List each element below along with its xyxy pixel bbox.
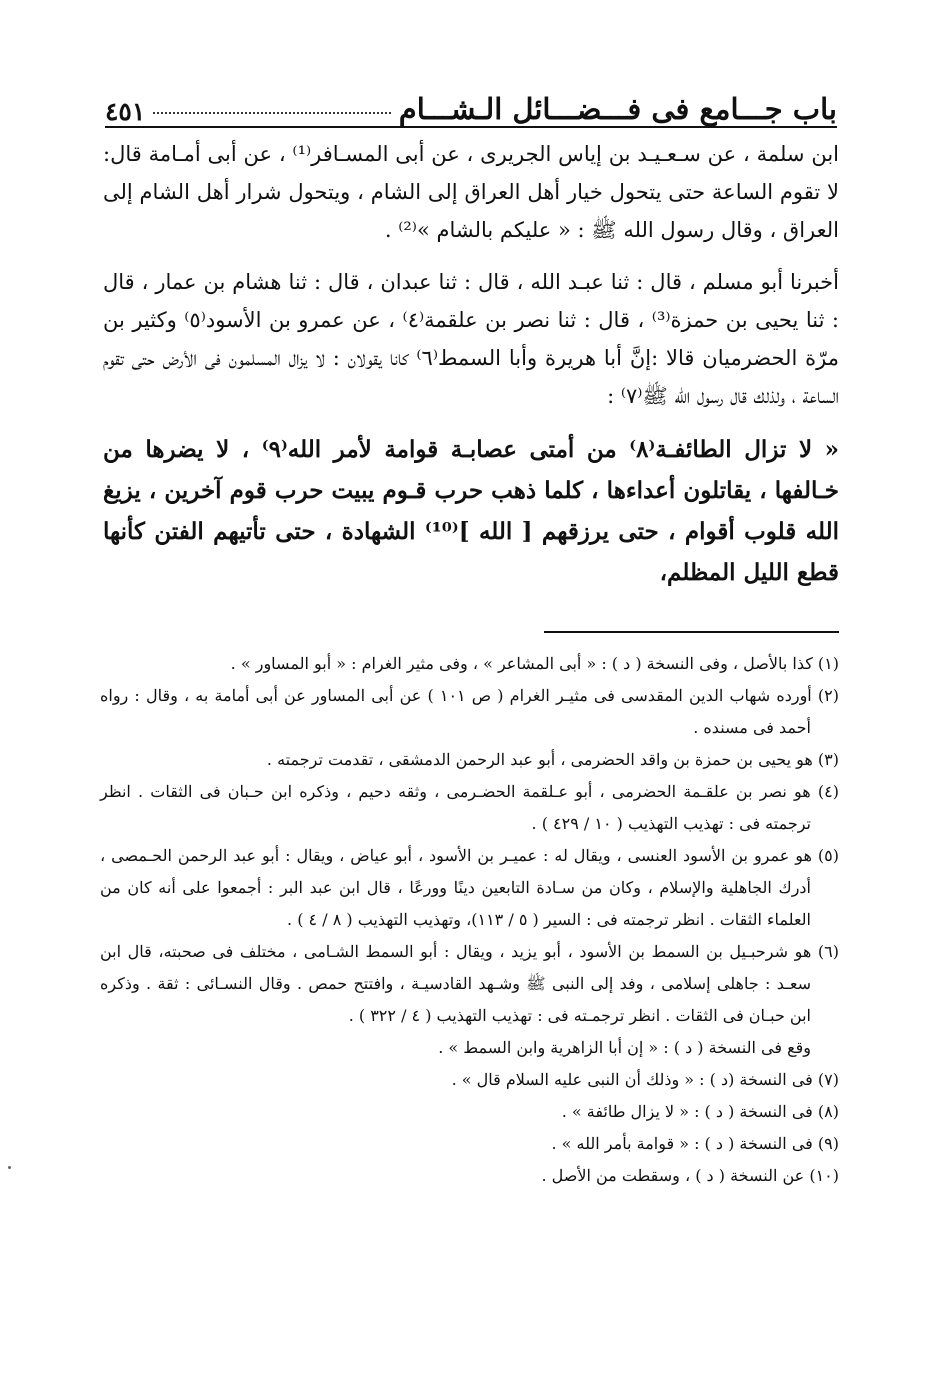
chapter-title: باب جـــامع فى فـــضـــائل الـشـــام	[398, 92, 837, 126]
footnote-8: (٨) فى النسخة ( د ) : « لا يزال طائفة » .	[561, 1102, 839, 1121]
footnote-4: (٤) هو نصر بن علقـمة الحضرمى ، أبو عـلقمة الحضـرمى ، وثقه دحيم ، وذكره ابن حـبان فى الثقات . انظر ترجمته فى : تهذيب التهذيب ( ١٠ / ٤٢٩ ) .	[100, 782, 839, 833]
footnotes	[100, 648, 839, 1192]
page-number: ٤٥١	[105, 97, 146, 126]
footnote-separator	[544, 631, 839, 633]
footnote-5: (٥) هو عمرو بن الأسود العنسى ، ويقال له : عميـر بن الأسود ، أبو عياض ، ويقال : أبو عبد الرحمن الحـمصى ، أدرك الجاهلية والإسلام ، وكان من سـادة التابعين دينًا وورعًا ، قال ابن عبد البر : أجمعوا على أنه كان من العلماء الثقات . انظر ترجمته فى : السير ( ٥ / ١١٣)، وتهذيب التهذيب ( ٨ / ٤ ) .	[100, 846, 839, 929]
footnote-7: (٧) فى النسخة (د ) : « وذلك أن النبى عليه السلام قال » .	[451, 1070, 839, 1089]
footnote-3: (٣) هو يحيى بن حمزة بن واقد الحضرمى ، أبو عبد الرحمن الدمشقى ، تقدمت ترجمته .	[266, 750, 839, 769]
paragraph-1: ابن سلمة ، عن سـعـيـد بن إياس الجريرى ، عن أبى المسـافر⁽¹⁾ ، عن أبى أمـامة قال: لا تقوم الساعة حتى يتحول خيار أهل العراق إلى الشام ، ويتحول شرار أهل الشام إلى العراق ، وقال رسول الله ﷺ : « عليكم بالشام »⁽²⁾ .	[103, 142, 840, 242]
footnote-2: (٢) أورده شهاب الدين المقدسى فى مثيـر الغرام ( ص ١٠١ ) عن أبى المساور عن أبى أمامة به ، وقال : رواه أحمد فى مسنده .	[100, 686, 839, 737]
scan-speck	[8, 1166, 11, 1169]
footnote-9: (٩) فى النسخة ( د ) : « قوامة بأمر الله » .	[551, 1134, 839, 1153]
page-header	[105, 80, 837, 128]
footnote-1: (١) كذا بالأصل ، وفى النسخة ( د ) : « أبى المشاعر » ، وفى مثير الغرام : « أبو المساور » .	[230, 654, 839, 673]
footnote-10: (١٠) عن النسخة ( د ) ، وسقطت من الأصل .	[541, 1166, 839, 1185]
header-dotted-leader	[153, 112, 390, 114]
footnote-6-continuation: وقع فى النسخة ( د ) : « إن أبا الزاهرية وابن السمط » .	[438, 1038, 811, 1057]
footnote-6: (٦) هو شرحبـيل بن السمط بن الأسود ، أبو يزيد ، ويقال : أبو السمط الشـامى ، مختلف فى صحبته، قال ابن سعـد : جاهلى إسلامى ، وفد إلى النبى ﷺ وشـهد القادسيـة ، وافتتح حمص . وقال النسـائى : ثقة . وذكره ابن حبـان فى الثقات . انظر ترجمـته فى : تهذيب التهذيب ( ٤ / ٣٢٢ ) .	[100, 942, 839, 1025]
paragraph-3-hadith: « لا تزال الطائفـة⁽٨⁾ من أمتى عصابـة قوامة لأمر الله⁽٩⁾ ، لا يضرها من خـالفها ، يقاتلون أعداءها ، كلما ذهب حرب قـوم يبيت حرب قوم آخرين ، يزيغ الله قلوب أقوام ، حتى يرزقهم [ الله ]⁽¹⁰⁾ الشهادة ، حتى تأتيهم الفتن كأنها قطع الليل المظلم،	[103, 436, 839, 586]
main-text	[103, 135, 839, 607]
paragraph-2: أخبرنا أبو مسلم ، قال : ثنا عبـد الله ، قال : ثنا عبدان ، قال : ثنا هشام بن عمار ، قال : ثنا يحيى بن حمزة⁽³⁾ ، قال : ثنا نصر بن علقمة⁽٤⁾ ، عن عمرو بن الأسود⁽٥⁾ وكثير بن مرّة الحضرميان قالا :إنَّ أبا هريرة وأبا السمط⁽٦⁾ كانا يقولان : لا يزال المسلمون فى الأرض حتى تقوم الساعة ، ولذلك قال رسول الله ﷺ⁽٧⁾ :	[103, 270, 840, 408]
